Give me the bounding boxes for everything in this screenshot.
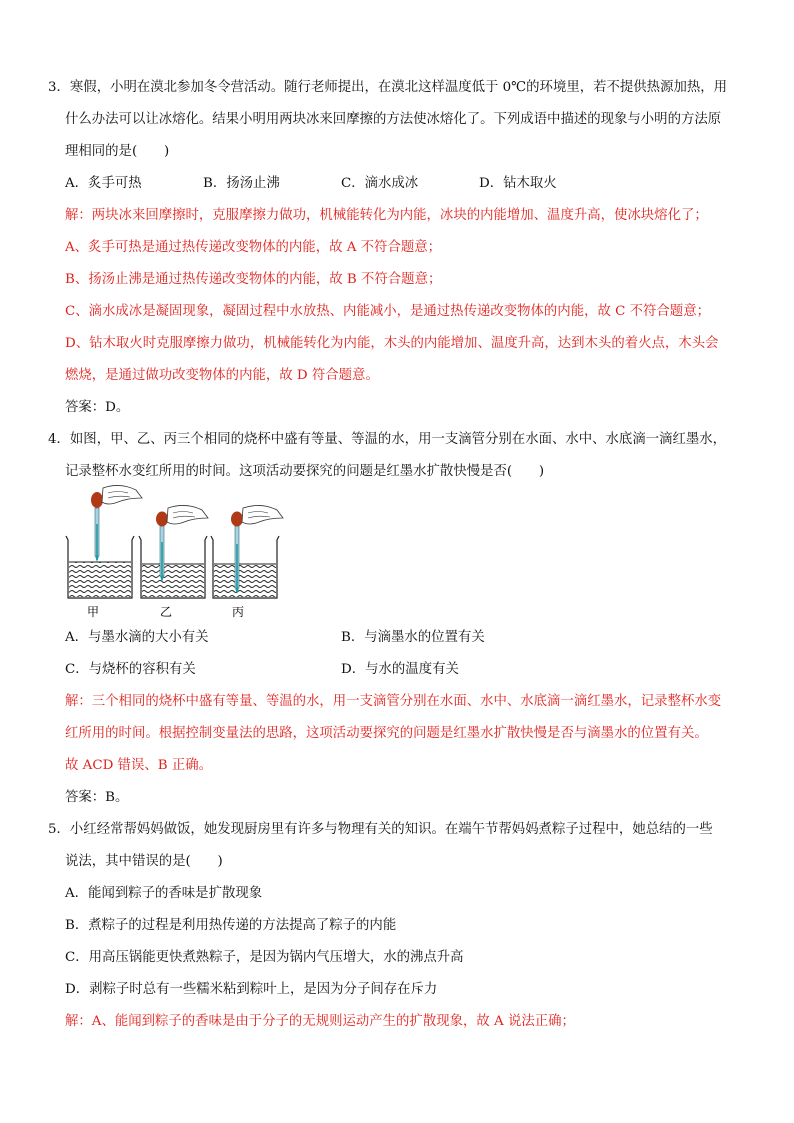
q3-solution-line-5: D、钻木取火时克服摩擦力做功，机械能转化为内能，木头的内能增加、温度升高，达到木头的着火点，木头会 bbox=[65, 336, 719, 351]
hand-jia bbox=[102, 485, 142, 504]
q4-option-d: D．与水的温度有关 bbox=[341, 662, 459, 677]
label-yi: 乙 bbox=[160, 605, 173, 619]
q5-option-c: C．用高压锅能更快煮熟粽子，是因为锅内气压增大，水的沸点升高 bbox=[65, 950, 464, 965]
q3-solution-line-3: B、扬汤止沸是通过热传递改变物体的内能，故 B 不符合题意； bbox=[65, 272, 442, 287]
q3-stem-line-3: 理相同的是( ) bbox=[65, 144, 170, 159]
q4-solution-line-3: 故 ACD 错误、B 正确。 bbox=[65, 758, 212, 773]
q5-stem-line-1: 5．小红经常帮妈妈做饭，她发现厨房里有许多与物理有关的知识。在端午节帮妈妈煮粽子过程中，她总结的一些 bbox=[48, 822, 713, 837]
q4-solution-line-2: 红所用的时间。根据控制变量法的思路，这项活动要探究的问题是红墨水扩散快慢是否与滴墨水的位置有关。 bbox=[65, 726, 708, 741]
q3-option-b: B．扬汤止沸 bbox=[203, 176, 280, 191]
dropper-jia bbox=[91, 492, 103, 562]
q5-option-b: B．煮粽子的过程是利用热传递的方法提高了粽子的内能 bbox=[65, 918, 397, 933]
q3-solution-line-1: 解：两块冰来回摩擦时，克服摩擦力做功，机械能转化为内能，冰块的内能增加、温度升高，使冰块熔化了； bbox=[65, 208, 708, 223]
q4-option-c: C．与烧杯的容积有关 bbox=[65, 662, 196, 677]
q3-stem-line-2: 什么办法可以让冰熔化。结果小明用两块冰来回摩擦的方法使冰熔化了。下列成语中描述的现象与小明的方法原 bbox=[65, 112, 722, 127]
q3-answer: 答案：D。 bbox=[65, 400, 130, 415]
q5-option-a: A．能闻到粽子的香味是扩散现象 bbox=[65, 886, 263, 901]
q5-solution-line-1: 解：A、能闻到粽子的香味是由于分子的无规则运动产生的扩散现象，故 A 说法正确； bbox=[65, 1014, 575, 1029]
q4-stem-line-2: 记录整杯水变红所用的时间。这项活动要探究的问题是红墨水扩散快慢是否( ) bbox=[65, 464, 545, 479]
q4-solution-line-1: 解：三个相同的烧杯中盛有等量、等温的水，用一支滴管分别在水面、水中、水底滴一滴红墨水，记录整杯水变 bbox=[65, 694, 722, 709]
q4-answer: 答案：B。 bbox=[65, 790, 129, 805]
q4-stem-line-1: 4．如图，甲、乙、丙三个相同的烧杯中盛有等量、等温的水，用一支滴管分别在水面、水中、水底滴一滴红墨水， bbox=[48, 432, 727, 447]
q3-stem-line-1: 3．寒假，小明在漠北参加冬令营活动。随行老师提出，在漠北这样温度低于 0℃的环境里，若不提供热源加热，用 bbox=[48, 80, 728, 95]
label-jia: 甲 bbox=[87, 605, 100, 619]
beaker-figure bbox=[62, 484, 292, 622]
q3-option-c: C．滴水成冰 bbox=[341, 176, 419, 191]
q5-stem-line-2: 说法，其中错误的是( ) bbox=[65, 854, 223, 869]
q3-solution-line-6: 燃烧，是通过做功改变物体的内能，故 D 符合题意。 bbox=[65, 368, 379, 383]
hand-yi bbox=[167, 505, 208, 524]
q5-option-d: D．剥粽子时总有一些糯米粘到粽叶上，是因为分子间存在斥力 bbox=[65, 982, 438, 997]
beaker-bing bbox=[211, 536, 279, 598]
q4-option-b: B．与滴墨水的位置有关 bbox=[341, 630, 485, 645]
q3-option-a: A．炙手可热 bbox=[65, 176, 142, 191]
hand-bing bbox=[242, 505, 283, 524]
q3-solution-line-4: C、滴水成冰是凝固现象，凝固过程中水放热、内能减小，是通过热传递改变物体的内能，故 C 不符合题意； bbox=[65, 304, 710, 319]
q3-option-d: D．钻木取火 bbox=[479, 176, 557, 191]
label-bing: 丙 bbox=[232, 605, 245, 619]
beaker-yi bbox=[139, 536, 207, 598]
beaker-jia bbox=[66, 536, 134, 598]
q3-solution-line-2: A、炙手可热是通过热传递改变物体的内能，故 A 不符合题意； bbox=[65, 240, 442, 255]
q4-option-a: A．与墨水滴的大小有关 bbox=[65, 630, 209, 645]
